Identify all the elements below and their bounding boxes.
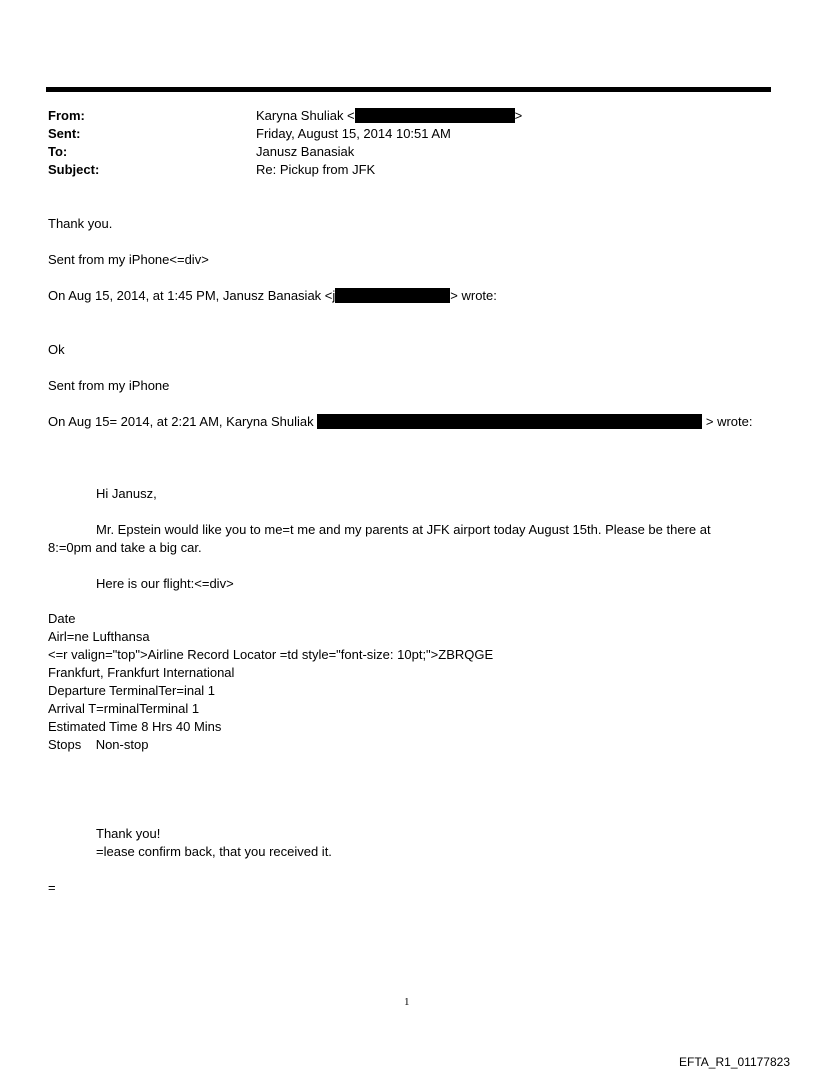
- flight-row: <=r valign="top">Airline Record Locator =td style="font-size: 10pt;">ZBRQGE: [48, 647, 494, 662]
- quote1-line: [48, 287, 497, 305]
- to-label: To:: [48, 144, 68, 159]
- redaction-box: [355, 108, 515, 123]
- closing-confirm: =lease confirm back, that you received it.: [96, 844, 332, 859]
- from-value: [256, 107, 522, 125]
- document-id: EFTA_R1_01177823: [679, 1055, 790, 1069]
- para1-line1: Mr. Epstein would like you to me=t me and my parents at JFK airport today August 15th. Please be there at: [96, 522, 711, 537]
- here-flight-text: Here is our flight:<=div>: [96, 576, 234, 591]
- page-number: 1: [404, 996, 410, 1008]
- redaction-box: [335, 288, 450, 303]
- sent-from-text: Sent from my iPhone: [48, 378, 170, 393]
- quote1-prefix: On Aug 15, 2014, at 1:45 PM, Janusz Banasiak <j: [48, 288, 336, 303]
- quote1-suffix: > wrote:: [450, 288, 497, 303]
- flight-row: Departure TerminalTer=inal 1: [48, 683, 216, 698]
- trailing-char: =: [48, 880, 56, 895]
- flight-details: [48, 610, 493, 754]
- flight-row: Stops Non-stop: [48, 737, 149, 752]
- closing-thanks: Thank you!: [96, 826, 161, 841]
- from-value-prefix: Karyna Shuliak <: [256, 108, 355, 123]
- quote2-suffix: > wrote:: [705, 414, 753, 429]
- from-value-suffix: >: [514, 108, 523, 123]
- from-label: From:: [48, 108, 85, 123]
- greeting-text: Hi Janusz,: [96, 486, 157, 501]
- flight-row: Date: [48, 611, 76, 626]
- quote2-prefix: On Aug 15= 2014, at 2:21 AM, Karyna Shuliak: [48, 414, 314, 429]
- ok-text: Ok: [48, 342, 65, 357]
- sent-value: Friday, August 15, 2014 10:51 AM: [256, 126, 451, 141]
- to-value: Janusz Banasiak: [256, 144, 355, 159]
- flight-row: Estimated Time 8 Hrs 40 Mins: [48, 719, 222, 734]
- thank-you-text: Thank you.: [48, 216, 113, 231]
- flight-row: Airl=ne Lufthansa: [48, 629, 150, 644]
- quote2-line: [48, 413, 752, 431]
- redaction-box: [317, 414, 702, 429]
- sent-label: Sent:: [48, 126, 81, 141]
- flight-row: Frankfurt, Frankfurt International: [48, 665, 235, 680]
- flight-row: Arrival T=rminalTerminal 1: [48, 701, 200, 716]
- header-rule: [46, 87, 771, 92]
- subject-value: Re: Pickup from JFK: [256, 162, 376, 177]
- para1-line2: 8:=0pm and take a big car.: [48, 540, 202, 555]
- subject-label: Subject:: [48, 162, 100, 177]
- sent-from-div-text: Sent from my iPhone<=div>: [48, 252, 209, 267]
